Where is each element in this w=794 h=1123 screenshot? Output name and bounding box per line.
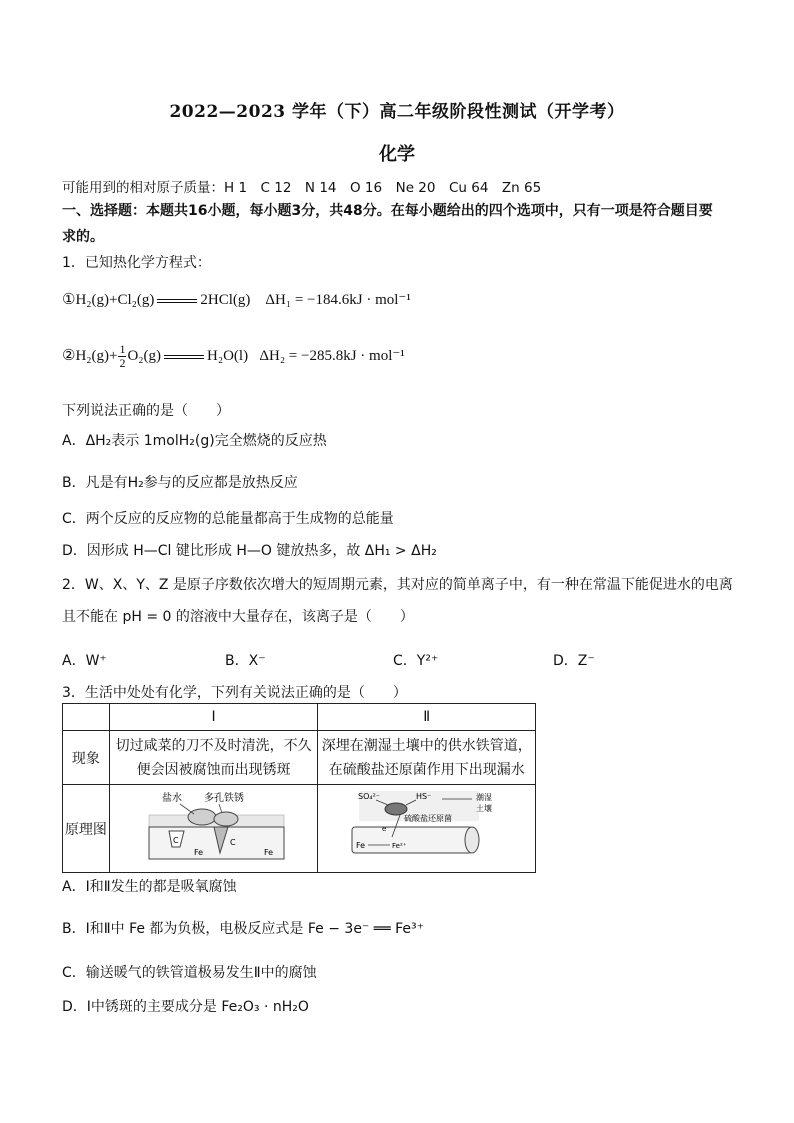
q3-option-d: D．Ⅰ中锈斑的主要成分是 Fe₂O₃ · nH₂O <box>62 999 309 1015</box>
phenomenon-ii-line1: 深埋在潮湿土壤中的供水铁管道， <box>321 737 532 754</box>
corrosion-diagram-ii <box>324 787 529 867</box>
iron-pipe <box>352 824 472 853</box>
eq1-mark: ① <box>62 292 76 308</box>
equals-arrow-icon <box>164 355 204 359</box>
label-iron: Fe <box>356 840 366 850</box>
fraction-denominator: 2 <box>119 356 126 370</box>
table-row-label-principle: 原理图 <box>63 785 110 873</box>
table-cell-figure-ii <box>318 785 536 873</box>
fraction-numerator: 1 <box>119 342 126 356</box>
table-header-ii: Ⅱ <box>318 704 536 731</box>
eq1-lhs: H₂(g)+Cl₂(g) <box>75 292 155 308</box>
eq2-lhs-b: O₂(g) <box>127 347 162 364</box>
label-iron-2: Fe <box>263 847 273 857</box>
q2-option-c: C．Y²⁺ <box>393 653 439 669</box>
label-soil: 土壤 <box>476 803 493 813</box>
q1-option-d: D．因形成 H—Cl 键比形成 H—O 键放热多，故 ΔH₁ > ΔH₂ <box>62 543 437 559</box>
equals-arrow-icon <box>157 299 197 303</box>
label-carbon: C <box>172 835 179 845</box>
q2-option-d: D．Z⁻ <box>553 653 595 669</box>
eq2-lhs-a: H₂(g)+ <box>75 347 118 364</box>
label-hs: HS⁻ <box>416 791 432 801</box>
table-corner-cell <box>63 704 110 731</box>
eq2-rhs: H₂O(l) <box>207 347 249 364</box>
eq1-rhs: 2HCl(g) <box>200 292 251 308</box>
pointer-line-rust <box>219 804 222 813</box>
q1-equation-1 <box>62 290 411 309</box>
q3-option-a: A．Ⅰ和Ⅱ发生的都是吸氧腐蚀 <box>62 879 237 895</box>
atomic-masses: 可能用到的相对原子质量：H 1 C 12 N 14 O 16 Ne 20 Cu 64 Zn 65 <box>62 180 542 196</box>
subject-title: 化学 <box>379 144 415 165</box>
section1-instructions-line1: 一、选择题：本题共16小题，每小题3分，共48分。在每小题给出的四个选项中，只有一项是符合题目要 <box>62 203 713 219</box>
eq2-enthalpy: ΔH₂ = −285.8kJ · mol⁻¹ <box>259 347 405 364</box>
eq1-enthalpy: ΔH₁ = −184.6kJ · mol⁻¹ <box>265 292 411 308</box>
q1-equation-2 <box>62 343 405 370</box>
table-cell-phenomenon-ii <box>318 731 536 785</box>
label-moist: 潮湿 <box>476 792 493 802</box>
label-iron: Fe <box>193 847 203 857</box>
q2-stem-line1: 2．W、X、Y、Z 是原子序数依次增大的短周期元素，其对应的简单离子中，有一种在常温下能促进水的电离 <box>62 577 733 593</box>
rust-blob-2 <box>214 812 238 826</box>
label-carbon-2: C <box>229 837 236 847</box>
label-salt-water: 盐水 <box>161 792 182 804</box>
q1-stem: 1．已知热化学方程式： <box>62 255 211 271</box>
exam-title: 2022—2023 学年（下）高二年级阶段性测试（开学考） <box>169 102 625 122</box>
q1-ask: 下列说法正确的是（ ） <box>62 403 230 419</box>
label-sulfate: SO₄²⁻ <box>358 791 381 801</box>
table-cell-figure-i <box>109 785 318 873</box>
eq2-fraction <box>118 343 126 370</box>
q2-stem-line2: 且不能在 pH = 0 的溶液中大量存在，该离子是（ ） <box>62 609 414 625</box>
eq2-mark: ② <box>62 347 76 364</box>
pointer-line-salt <box>180 804 194 814</box>
phenomenon-ii-line2: 在硫酸盐还原菌作用下出现漏水 <box>328 761 525 778</box>
pipe-end <box>465 827 479 853</box>
q1-option-b: B．凡是有H₂参与的反应都是放热反应 <box>62 475 298 491</box>
q2-option-a: A．W⁺ <box>62 653 107 669</box>
q3-option-c: C．输送暖气的铁管道极易发生Ⅱ中的腐蚀 <box>62 965 317 981</box>
q3-option-b: B．Ⅰ和Ⅱ中 Fe 都为负极，电极反应式是 Fe − 3e⁻ ══ Fe³⁺ <box>62 921 424 937</box>
phenomenon-i-line1: 切过咸菜的刀不及时清洗，不久 <box>115 737 312 754</box>
label-porous-rust: 多孔铁锈 <box>203 792 244 804</box>
q1-option-a: A．ΔH₂表示 1molH₂(g)完全燃烧的反应热 <box>62 433 327 449</box>
q1-option-c: C．两个反应的反应物的总能量都高于生成物的总能量 <box>62 511 394 527</box>
phenomenon-i-line2: 便会因被腐蚀而出现锈斑 <box>136 761 291 778</box>
q3-stem: 3．生活中处处有化学，下列有关说法正确的是（ ） <box>62 685 407 701</box>
q3-comparison-table <box>62 703 536 873</box>
corrosion-diagram-i <box>114 787 314 867</box>
table-header-i: Ⅰ <box>109 704 318 731</box>
table-cell-phenomenon-i <box>109 731 318 785</box>
label-fe2: Fe²⁺ <box>392 841 407 850</box>
rust-blob-1 <box>188 809 216 825</box>
label-bacteria: 硫酸盐还原菌 <box>404 813 453 823</box>
label-electron: e⁻ <box>382 824 391 833</box>
q2-option-b: B．X⁻ <box>225 653 266 669</box>
section1-instructions-line2: 求的。 <box>62 229 104 245</box>
table-row-label-phenomenon: 现象 <box>63 731 110 785</box>
